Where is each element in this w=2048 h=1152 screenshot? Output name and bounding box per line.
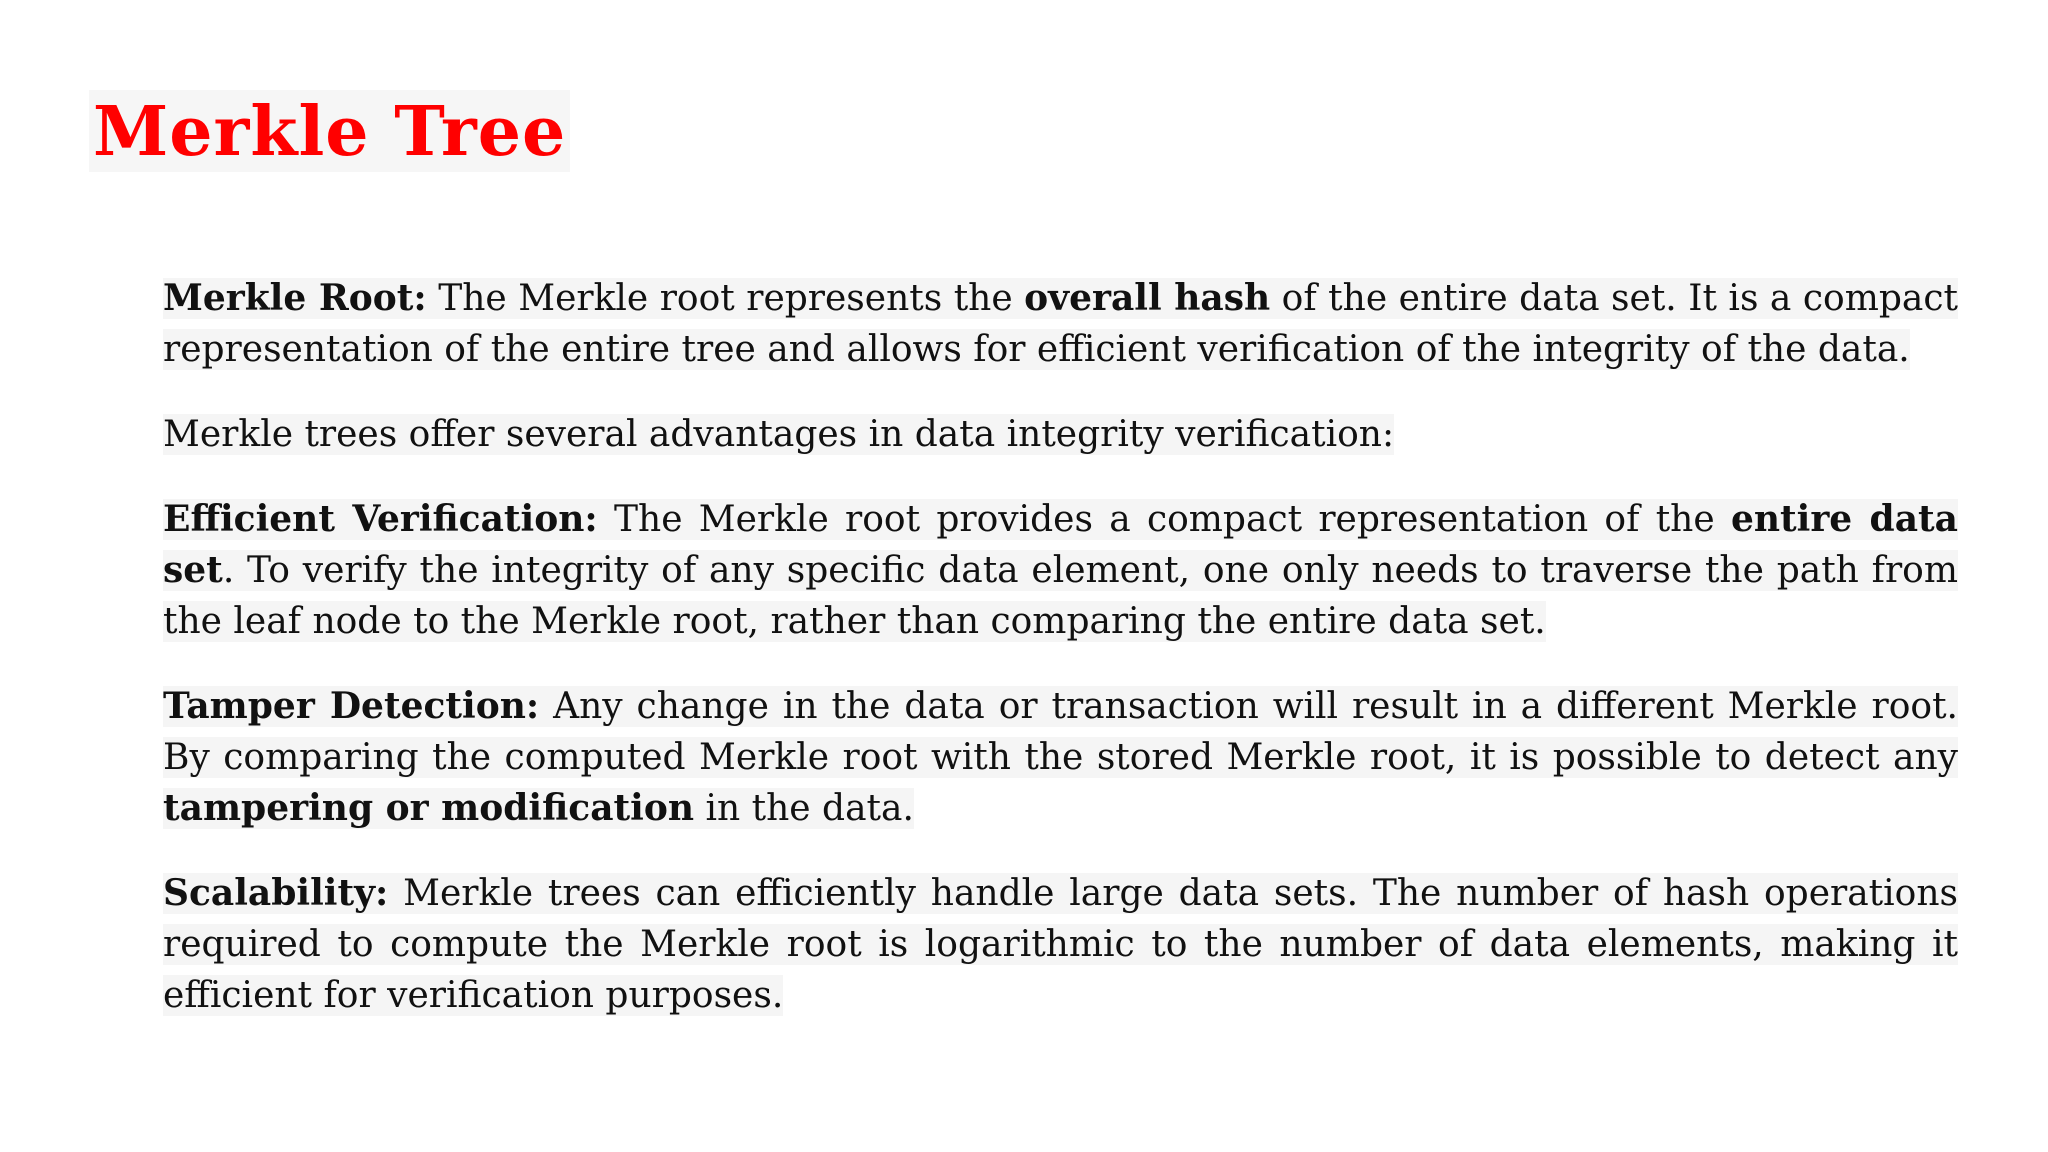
efficient-verification-label: Efficient Verification: <box>163 498 598 540</box>
scalability-text-1: Merkle trees can efficiently handle large data sets. The number of hash operations required to compute the Merkle root is logarithmic to the number of data elements, making it efficient for verification purposes. <box>163 873 1958 1016</box>
efficient-verification-text-2: . To verify the integrity of any specific data element, one only needs to traverse the path from the leaf node to the Merkle root, rather than comparing the entire data set. <box>163 550 1958 642</box>
efficient-verification-text-1: The Merkle root provides a compact representation of the <box>597 499 1731 540</box>
paragraph-tamper-detection <box>163 681 1958 834</box>
merkle-root-bold-1: overall hash <box>1024 277 1271 319</box>
scalability-label: Scalability: <box>163 872 389 914</box>
tamper-detection-text-2: in the data. <box>694 788 914 829</box>
paragraph-merkle-root-body <box>163 278 1958 370</box>
intro-text: Merkle trees offer several advantages in data integrity verification: <box>163 414 1395 455</box>
slide-title: Merkle Tree <box>89 90 570 172</box>
merkle-root-text-2: of the entire data set. It is a compact representation of the entire tree and allows for efficient verification of the integrity of the data. <box>163 278 1958 370</box>
paragraph-scalability-body <box>163 873 1958 1016</box>
paragraph-intro <box>163 409 1958 460</box>
paragraph-efficient-verification <box>163 494 1958 647</box>
tamper-detection-text-1: Any change in the data or transaction will result in a different Merkle root. By comparing the computed Merkle root with the stored Merkle root, it is possible to detect any <box>163 686 1958 778</box>
paragraph-merkle-root <box>163 273 1958 375</box>
paragraph-tamper-detection-body <box>163 686 1958 829</box>
efficient-verification-bold-1: entire data set <box>163 498 1959 591</box>
merkle-root-label: Merkle Root: <box>163 277 427 319</box>
paragraph-efficient-verification-body <box>163 499 1958 642</box>
merkle-root-text-1: The Merkle root represents the <box>426 278 1025 319</box>
tamper-detection-label: Tamper Detection: <box>163 685 540 727</box>
slide-content <box>163 273 1958 1055</box>
tamper-detection-bold-1: tampering or modification <box>163 787 695 829</box>
paragraph-scalability <box>163 868 1958 1021</box>
